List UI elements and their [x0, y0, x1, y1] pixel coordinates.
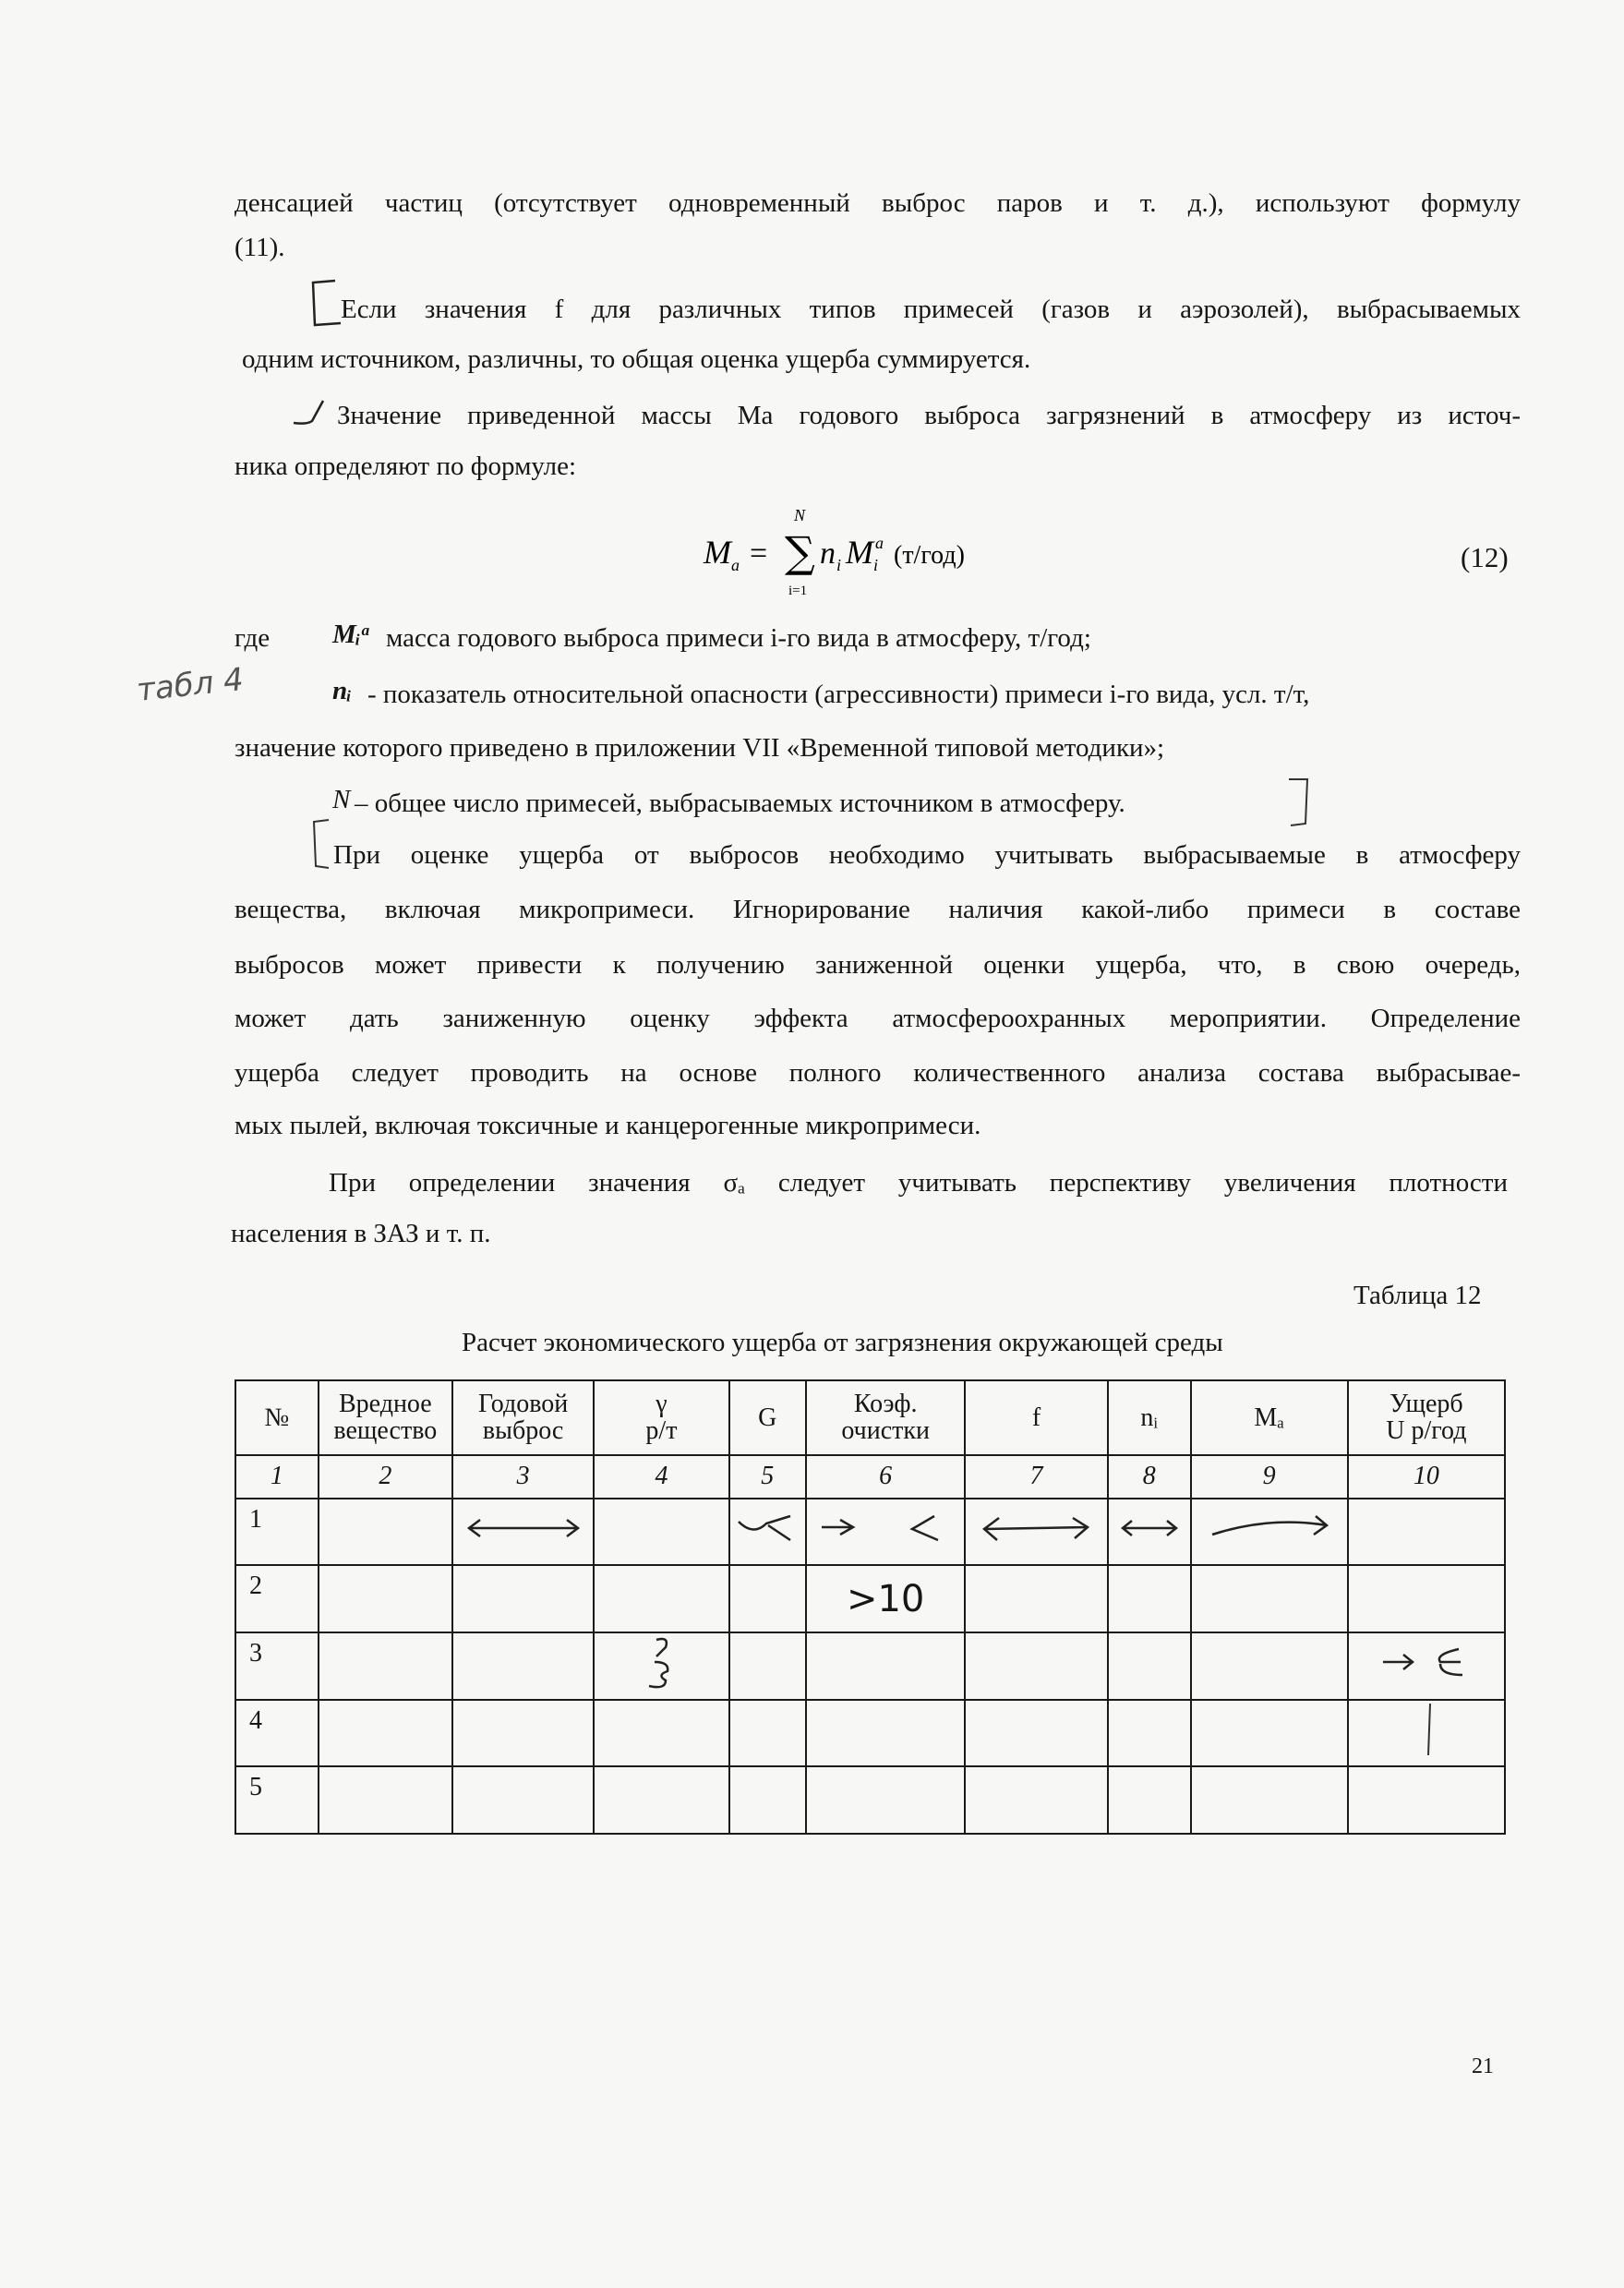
table-cell [452, 1565, 594, 1632]
table-cell [1108, 1632, 1191, 1700]
column-number-cell: 2 [319, 1455, 452, 1499]
svg-text:=: = [750, 536, 768, 571]
table-cell [1191, 1632, 1348, 1700]
header-cell: Вредное вещество [319, 1380, 452, 1455]
column-number-cell: 5 [729, 1455, 807, 1499]
table-cell [1191, 1766, 1348, 1834]
pencil-tick-mark [292, 397, 329, 433]
handwritten-scribble [629, 1634, 693, 1690]
header-cell: nᵢ [1108, 1380, 1191, 1455]
handwritten-arrow [1205, 1512, 1334, 1544]
definition-text: значение которого приведено в приложении VII «Временной типовой методики»; [235, 733, 1165, 763]
row-number-cell: 4 [235, 1700, 319, 1767]
handwritten-double-arrow [977, 1512, 1097, 1544]
column-number-cell: 1 [235, 1455, 319, 1499]
table-cell [594, 1700, 728, 1767]
column-number-cell: 10 [1348, 1455, 1505, 1499]
table-cell [729, 1700, 807, 1767]
definition-text: – общее число примесей, выбрасываемых источником в атмосферу. [355, 789, 1125, 818]
paragraph-line: ущерба следует проводить на основе полного количественного анализа состава выбрасывае- [235, 1058, 1521, 1088]
table-cell [965, 1700, 1108, 1767]
table-cell [729, 1565, 807, 1632]
table-cell [1348, 1565, 1505, 1632]
table-cell [1348, 1632, 1505, 1700]
table-cell [1191, 1700, 1348, 1767]
table-row [235, 1700, 1505, 1767]
paragraph-line: одним источником, различны, то общая оценка ущерба суммируется. [242, 344, 1031, 374]
table-cell [965, 1766, 1108, 1834]
paragraph-line: (11). [235, 233, 285, 262]
paragraph-line: мых пылей, включая токсичные и канцерогенные микропримеси. [235, 1111, 981, 1140]
paragraph-line: При определении значения σₐ следует учитывать перспективу увеличения плотности [329, 1168, 1508, 1198]
formula-term2-sub: i [873, 556, 879, 574]
handwritten-scribble [816, 1512, 955, 1544]
column-number-row [235, 1455, 1505, 1499]
row-number-cell: 2 [235, 1565, 319, 1632]
row-number-cell: 1 [235, 1499, 319, 1566]
table-cell [965, 1565, 1108, 1632]
formula-sum-top: N [794, 506, 806, 524]
paragraph-line: Значение приведенной массы Ma годового выброса загрязнений в атмосферу из источ- [337, 401, 1521, 430]
header-cell: Ущерб U р/год [1348, 1380, 1505, 1455]
column-number-cell: 3 [452, 1455, 594, 1499]
paragraph-line: выбросов может привести к получению заниженной оценки ущерба, что, в свою очередь, [235, 950, 1521, 980]
paragraph-line: населения в ЗАЗ и т. п. [231, 1219, 491, 1248]
header-cell: Годовой выброс [452, 1380, 594, 1455]
table-cell [806, 1700, 965, 1767]
table-cell [1108, 1766, 1191, 1834]
formula-12 [702, 506, 1016, 598]
header-cell: Mₐ [1191, 1380, 1348, 1455]
table-cell [1108, 1499, 1191, 1566]
table-cell [319, 1700, 452, 1767]
table-cell [1348, 1766, 1505, 1834]
handwritten-double-arrow [1117, 1514, 1182, 1542]
table-cell [452, 1766, 594, 1834]
table-title: Расчет экономического ущерба от загрязнения окружающей среды [462, 1328, 1223, 1357]
row-number-cell: 5 [235, 1766, 319, 1834]
pencil-bracket-mark [1283, 776, 1315, 836]
table-cell [594, 1565, 728, 1632]
header-cell: Коэф. очистки [806, 1380, 965, 1455]
table-cell [806, 1565, 965, 1632]
table-cell [729, 1766, 807, 1834]
column-number-cell: 7 [965, 1455, 1108, 1499]
table-label: Таблица 12 [1353, 1281, 1482, 1310]
table-cell [729, 1632, 807, 1700]
table-cell [806, 1499, 965, 1566]
table-cell [452, 1700, 594, 1767]
formula-term-sub: i [836, 556, 842, 574]
formula-lhs: M [704, 534, 731, 571]
definition-symbol: Mᵢᵃ [332, 620, 369, 649]
pencil-bracket-mark [308, 816, 336, 876]
table-cell [1108, 1565, 1191, 1632]
table-row [235, 1565, 1505, 1632]
page-number: 21 [1472, 2054, 1494, 2078]
table-row [235, 1766, 1505, 1834]
table-cell [319, 1565, 452, 1632]
header-cell: f [965, 1380, 1108, 1455]
table-cell [452, 1632, 594, 1700]
svg-text:∑: ∑ [785, 527, 815, 577]
handwritten-value: >10 [846, 1577, 925, 1620]
table-cell [319, 1632, 452, 1700]
paragraph-line: При оценке ущерба от выбросов необходимо учитывать выбрасываемые в атмосферу [333, 840, 1521, 870]
header-cell: G [729, 1380, 807, 1455]
formula-term: n [820, 536, 836, 571]
table-cell [729, 1499, 807, 1566]
table-cell [1108, 1700, 1191, 1767]
formula-number: (12) [1461, 541, 1509, 573]
formula-term2: M [846, 534, 873, 571]
formula-unit: (т/год) [894, 541, 965, 570]
table-cell [319, 1499, 452, 1566]
table-cell [965, 1632, 1108, 1700]
handwritten-arrow [1376, 1644, 1477, 1680]
table-cell [806, 1766, 965, 1834]
table-cell [1348, 1499, 1505, 1566]
column-number-cell: 4 [594, 1455, 728, 1499]
formula-sum-bottom: i=1 [788, 584, 808, 598]
handwritten-scribble [735, 1512, 800, 1544]
damage-calculation-table [235, 1379, 1506, 1835]
handwritten-double-arrow [463, 1514, 583, 1542]
header-cell: № [235, 1380, 319, 1455]
table-cell [319, 1766, 452, 1834]
handwritten-brace [1408, 1702, 1445, 1757]
table-cell [594, 1766, 728, 1834]
table-cell [1348, 1700, 1505, 1767]
table-cell [1191, 1499, 1348, 1566]
definition-symbol: N [332, 785, 351, 814]
table-cell [965, 1499, 1108, 1566]
table-cell [452, 1499, 594, 1566]
table-cell [806, 1632, 965, 1700]
column-number-cell: 8 [1108, 1455, 1191, 1499]
table-cell [594, 1632, 728, 1700]
table-cell [594, 1499, 728, 1566]
paragraph-line: вещества, включая микропримеси. Игнорирование наличия какой-либо примеси в составе [235, 895, 1521, 924]
definition-symbol: nᵢ [332, 676, 353, 705]
paragraph-line: ника определяют по формуле: [235, 452, 577, 481]
paragraph-line: Если значения f для различных типов примесей (газов и аэрозолей), выбрасываемых [341, 295, 1521, 324]
column-number-cell: 9 [1191, 1455, 1348, 1499]
definitions-where: где [235, 623, 271, 653]
header-cell: γ р/т [594, 1380, 728, 1455]
paragraph-line: денсацией частиц (отсутствует одновременный выброс паров и т. д.), используют формулу [235, 188, 1521, 218]
paragraph-line: может дать заниженную оценку эффекта атмосфероохранных мероприятии. Определение [235, 1004, 1521, 1033]
pencil-bracket-mark [307, 277, 344, 333]
column-number-cell: 6 [806, 1455, 965, 1499]
table-row [235, 1632, 1505, 1700]
table-cell [1191, 1565, 1348, 1632]
formula-term2-sup: a [875, 534, 884, 552]
definition-text: - показатель относительной опасности (агрессивности) примеси i-го вида, усл. т/т, [367, 680, 1310, 709]
handwritten-margin-note: табл 4 [135, 661, 246, 709]
table-row [235, 1499, 1505, 1566]
formula-lhs-sub: a [731, 556, 740, 574]
definition-text: масса годового выброса примеси i-го вида в атмосферу, т/год; [386, 623, 1091, 653]
table-header-row [235, 1380, 1505, 1455]
row-number-cell: 3 [235, 1632, 319, 1700]
